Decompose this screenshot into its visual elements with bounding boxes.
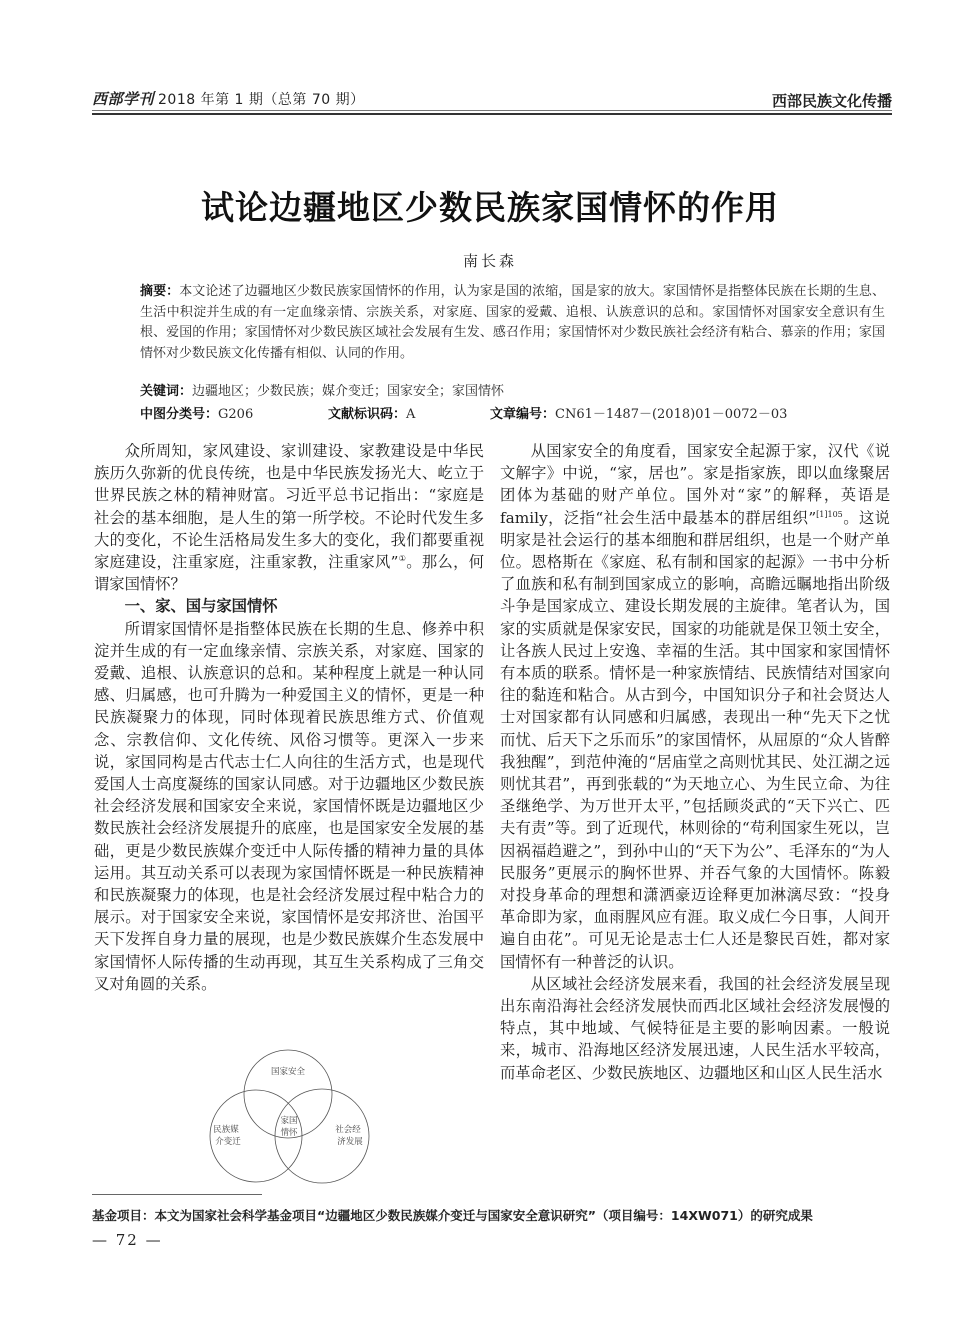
classification-meta [140,403,885,422]
header-rule-thin [92,110,892,111]
label-national-security: 国家安全 [270,1067,306,1077]
clc-value: G206 [218,407,254,422]
label-center-2: 情怀 [280,1128,298,1138]
article-number [490,403,787,422]
left-column [94,440,484,995]
label-media-change-2: 介变迁 [215,1137,241,1147]
venn-diagram-svg [196,1048,386,1188]
clc-number [140,403,328,422]
doc-code-label: 文献标识码： [328,407,407,422]
label-center-1: 家国 [280,1116,298,1126]
paragraph-text: 众所周知，家风建设、家训建设、家教建设是中华民族历久弥新的优良传统，也是中华民族发扬光大、屹立于世界民族之林的精神财富。习近平总书记指出：“家庭是社会的基本细胞，是人生的第一所学校。不论时代发生多大的变化，不论生活格局发生多大的变化，我们都要重视家庭建设，注重家庭，注重家教，注重家风” [94,442,484,572]
label-economic-1: 社会经 [335,1125,361,1135]
issue-info: 2018 年第 1 期（总第 70 期） [158,92,365,108]
paragraph: 所谓家国情怀是指整体民族在长期的生息、修养中积淀并生成的有一定血缘亲情、宗族关系，对家庭、国家的爱戴、追根、认族意识的总和。某种程度上就是一种认同感、归属感，也可升腾为一种爱国主义的情怀，更是一种民族凝聚力的体现，同时体现着民族思维方式、价值观念、宗教信仰、文化传统、风俗习惯等。更深入一步来说，家国同构是古代志士仁人向往的生活方式，也是现代爱国人士高度凝练的国家认同感。对于边疆地区少数民族社会经济发展和国家安全来说，家国情怀既是边疆地区少数民族社会经济发展提升的底座，也是国家安全发展的基础，更是少数民族媒介变迁中人际传播的精神力量的具体运用。其互动关系可以表现为家国情怀既是一种民族精神和民族凝聚力的体现，也是社会经济发展过程中粘合力的展示。对于国家安全来说，家国情怀是安邦济世、治国平天下发挥自身力量的展现，也是少数民族媒介生态发展中家国情怀人际传播的生动再现，其互生关系构成了三角交叉对角圆的关系。 [94,619,484,993]
article-author: 南长森 [462,252,517,270]
doc-code [328,403,490,422]
keywords-text: 边疆地区；少数民族；媒介变迁；国家安全；家国情怀 [192,384,505,399]
header-rule-thick [92,113,892,115]
article-number-value: CN61－1487－(2018)01－0072－03 [555,407,788,422]
abstract-text: 本文论述了边疆地区少数民族家国情怀的作用，认为家是国的浓缩，国是家的放大。家国情怀是指整体民族在长期的生息、生活中积淀并生成的有一定血缘亲情、宗族关系，对家庭、国家的爱戴、追根、认族意识的总和。家国情怀对国家安全意识有生根、爱国的作用；家国情怀对少数民族区域社会发展有生发、感召作用；家国情怀对少数民族社会经济有粘合、慕亲的作用；家国情怀对少数民族文化传播有相似、认同的作用。 [140,284,885,361]
paragraph: 从区域社会经济发展来看，我国的社会经济发展呈现出东南沿海社会经济发展快而西北区域社会经济发展慢的特点，其中地域、气候特征是主要的影响因素。一般说来，城市、沿海地区经济发展迅速，人民生活水平较高，而革命老区、少数民族地区、边疆地区和山区人民生活水 [500,974,890,1082]
label-economic-2: 济发展 [337,1137,363,1147]
article-title: 试论边疆地区少数民族家国情怀的作用 [201,188,779,227]
doc-code-value: A [406,407,416,422]
right-column [500,440,890,1084]
keywords-label: 关键词： [140,384,193,399]
journal-logo: 西部学刊 [92,90,155,108]
article-number-label: 文章编号： [490,407,556,422]
label-media-change-1: 民族媒 [213,1125,239,1135]
page-number: — 72 — [92,1231,163,1249]
abstract [140,282,885,364]
funding-footnote: 基金项目：本文为国家社会科学基金项目“边疆地区少数民族媒介变迁与国家安全意识研究”（项目编号：14XW071）的研究成果 [92,1208,813,1223]
footnote-rule [92,1194,262,1195]
paragraph [94,440,484,595]
keywords [140,380,885,399]
venn-diagram [196,1048,386,1188]
abstract-label: 摘要： [140,284,180,299]
section-name: 西部民族文化传播 [771,92,892,110]
running-header [92,88,892,110]
paragraph-text: 。那么，何谓家国情怀？ [94,553,484,594]
journal-issue [92,88,365,109]
citation-ref: [1]105 [816,509,843,519]
paragraph-text: 从国家安全的角度看，国家安全起源于家，汉代《说文解字》中说，“家，居也”。家是指家族，即以血缘聚居团体为基础的财产单位。国外对“家”的解释，英语是family，泛指“社会生活中最基本的群居组织” [500,442,890,527]
clc-label: 中图分类号： [140,407,219,422]
paragraph [500,440,890,973]
footnote-ref: ① [398,553,407,563]
paragraph-text: 。这说明家是社会运行的基本细胞和群居组织，也是一个财产单位。恩格斯在《家庭、私有制和国家的起源》一书中分析了血族和私有制到国家成立的影响，高瞻远瞩地指出阶级斗争是国家成立、建设长期发展的主旋律。笔者认为，国家的实质就是保家安民，国家的功能就是保卫领土安全，让各族人民过上安逸、幸福的生活。其中国家和家国情怀有本质的联系。情怀是一种家族情结、民族情结对国家向往的黏连和粘合。从古到今，中国知识分子和社会贤达人士对国家都有认同感和归属感，表现出一种“先天下之忧而忧、后天下之乐而乐”的家国情怀，从屈原的“众人皆醉我独醒”，到范仲淹的“居庙堂之高则忧其民、处江湖之远则忧其君”，再到张载的“为天地立心、为生民立命、为往圣继绝学、为万世开太平，”包括顾炎武的“天下兴亡、匹夫有责”等。到了近现代，林则徐的“苟利国家生死以，岂因祸福趋避之”，到孙中山的“天下为公”、毛泽东的“为人民服务”更展示的胸怀世界、并吞气象的大国情怀。陈毅对投身革命的理想和潇洒豪迈诠释更加淋漓尽致：“投身革命即为家，血雨腥风应有涯。取义成仁今日事，人间开遍自由花”。可见无论是志士仁人还是黎民百姓，都对家国情怀有一种普泛的认识。 [500,508,890,971]
section-heading: 一、家、国与家国情怀 [124,597,278,616]
